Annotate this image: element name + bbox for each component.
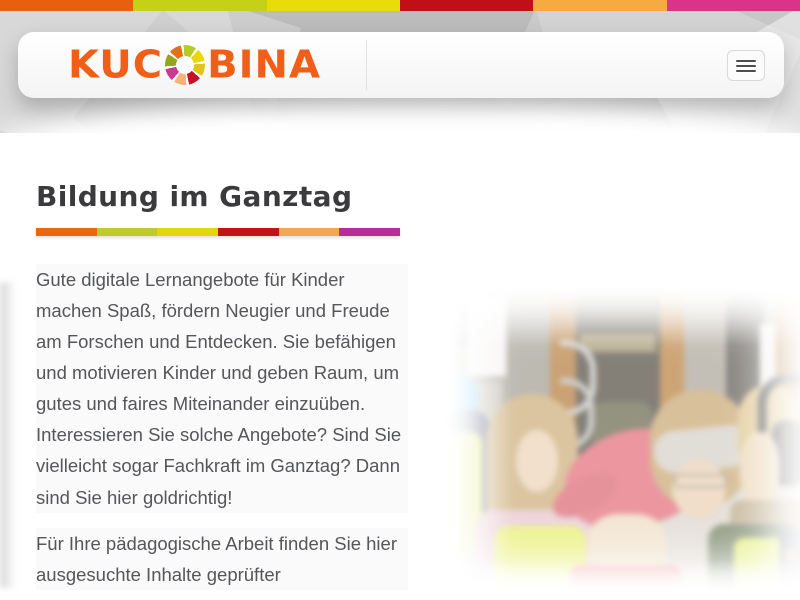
divider-segment bbox=[157, 228, 218, 236]
strip-segment bbox=[667, 0, 800, 11]
hamburger-menu-button[interactable] bbox=[727, 50, 765, 81]
logo-ring-icon bbox=[163, 42, 208, 87]
divider-segment bbox=[36, 228, 97, 236]
title-color-divider bbox=[36, 228, 400, 236]
divider-segment bbox=[279, 228, 340, 236]
strip-segment bbox=[267, 0, 400, 11]
strip-segment bbox=[133, 0, 266, 11]
hamburger-icon bbox=[736, 60, 756, 62]
hamburger-icon bbox=[736, 65, 756, 67]
intro-paragraph-2: Für Ihre pädagogische Arbeit finden Sie hier ausgesuchte Inhalte geprüfter bbox=[36, 528, 408, 590]
strip-segment bbox=[533, 0, 666, 11]
header-divider bbox=[366, 40, 367, 90]
logo-text-right: BINA bbox=[207, 42, 321, 88]
hamburger-icon bbox=[736, 70, 756, 72]
divider-segment bbox=[218, 228, 279, 236]
header-bar bbox=[18, 32, 784, 98]
strip-segment bbox=[400, 0, 533, 11]
intro-text bbox=[36, 264, 408, 600]
logo-text-left: KUC bbox=[68, 42, 164, 88]
page-title: Bildung im Ganztag bbox=[36, 180, 353, 213]
logo-link[interactable] bbox=[68, 42, 321, 88]
intro-paragraph-1: Gute digitale Lernangebote für Kinder machen Spaß, fördern Neugier und Freude am Forschen und Entdecken. Sie befähigen und motivieren Kinder und geben Raum, um gutes und faires Miteinander einzuüben. Interessieren Sie solche Angebote? Sind Sie vielleicht sogar Fachkraft im Ganztag? Dann sind Sie hier goldrichtig! bbox=[36, 264, 408, 513]
divider-segment bbox=[97, 228, 158, 236]
strip-segment bbox=[0, 0, 133, 11]
top-color-strip bbox=[0, 0, 800, 11]
left-edge-fade bbox=[0, 282, 16, 588]
photo-feather-edge bbox=[442, 282, 800, 594]
children-photo bbox=[442, 282, 800, 594]
divider-segment bbox=[339, 228, 400, 236]
